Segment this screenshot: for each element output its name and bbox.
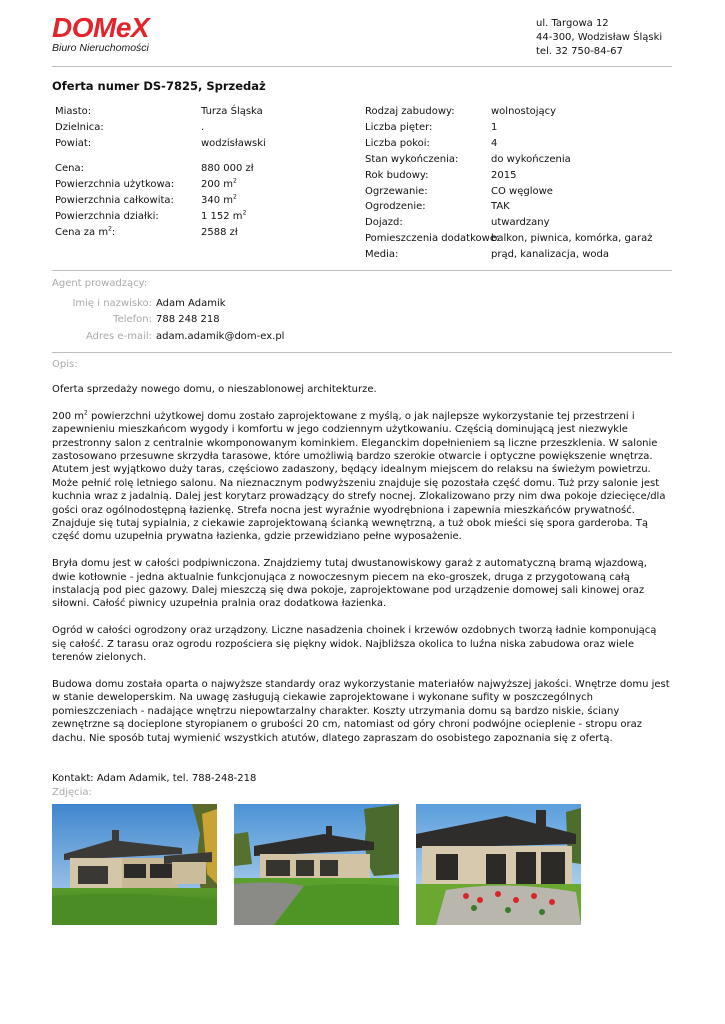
description-paragraph-2: Bryła domu jest w całości podpiwniczona. Znajdziemy tutaj dwustanowiskowy garaż z automatyczną bramą wjazdową, dwie kotłownie - jedna aktualnie funkcjonująca z nowoczesnym piecem na eko-groszek, druga z przygotowaną całą instalacją pod piec gazowy. Dalej mieszczą się dwa pokoje, zaprojektowane pod urządzenie domowej sali kinowej oraz siłowni. Całość piwnicy uzupełnia pralnia oraz dodatkowa łazienka.: [52, 558, 647, 610]
detail-label: Rok budowy:: [365, 169, 429, 181]
agent-email-label: Adres e-mail:: [85, 330, 152, 342]
detail-row: [55, 161, 254, 177]
detail-value: wodzisławski: [201, 137, 266, 149]
agent-phone-label: Telefon:: [113, 314, 152, 326]
description-paragraph-1: 200 $m^2$ powierzchni użytkowej domu zostało zaprojektowane z myślą, o jak najlepsze wykorzystanie tej przestrzeni i zapewnieniu mieszkańcom wygody i komfortu w jego codziennym użytkowaniu. Częścią dominującą jest niezwykle przestronny salon z centralnie wkomponowanym kominkiem. Eleganckim dopełnieniem są liczne przeszklenia. W salonie zastosowano przesuwne skrzydła tarasowe, które umożliwią bardzo szerokie otwarcie i optyczne powiększenie wnętrza. Atutem jest wyjątkowo duży taras, częściowo zadaszony, będący idealnym miejscem do relaksu na świeżym powietrzu. Może pełnić rolę letniego salonu. Na nieznacznym podwyższeniu znajduje się pozostała część domu. Tuż przy salonie jest kuchnia wraz z jadalnią. Dalej jest korytarz prowadzący do strefy nocnej. Zlokalizowano przy nim dwa pokoje dziecięce/dla gości oraz ogólnodostępną łazienkę. Strefa nocna jest wyraźnie wyodrębniona i zapewnia mieszkańców prywatność. Znajduje się tutaj sypialnia, z ciekawie zaprojektowaną ścianką wewnętrzną, a tuż obok mieści się spora garderoba. Tą część domu uzupełnia prywatna łazienka, gdzie przewidziano pełne wyposażenie.: [52, 409, 666, 543]
detail-label: Cena za $m^2$:: [55, 225, 116, 238]
detail-row: [365, 120, 653, 136]
detail-value: 2588 zł: [201, 226, 238, 238]
detail-label: Powierzchnia użytkowa:: [55, 178, 175, 190]
header-divider: [52, 66, 672, 67]
logo-wordmark: DOMeX: [52, 12, 150, 43]
detail-row: [365, 199, 653, 215]
detail-label: Dzielnica:: [55, 121, 104, 133]
detail-value: 200 $m^2$: [201, 177, 237, 190]
detail-value: utwardzany: [491, 217, 550, 229]
detail-row: [55, 225, 254, 241]
detail-row: [55, 193, 254, 209]
detail-label: Powiat:: [55, 137, 92, 149]
detail-label: Stan wykończenia:: [365, 153, 459, 165]
detail-row: [365, 104, 653, 120]
house-photo-3[interactable]: [416, 804, 581, 925]
details-building: [365, 104, 653, 263]
agent-section-label: Agent prowadzący:: [52, 278, 148, 289]
agent-email[interactable]: adam.adamik@dom-ex.pl: [156, 330, 285, 342]
detail-label: Media:: [365, 249, 399, 261]
detail-value: 340 $m^2$: [201, 193, 237, 206]
detail-row: [55, 104, 266, 120]
detail-value: TAK: [491, 201, 510, 213]
detail-label: Rodzaj zabudowy:: [365, 106, 455, 117]
detail-label: Miasto:: [55, 106, 92, 117]
description-paragraph-3: Ogród w całości ogrodzony oraz urządzony. Liczne nasadzenia choinek i krzewów ozdobnych tworzą ładnie komponującą się całość. Z tarasu oraz ogrodu rozpościera się piękny widok. Najbliższa okolica to luźna niska zabudowa oraz wiele terenów zielonych.: [52, 625, 657, 664]
detail-label: Powierzchnia działki:: [55, 210, 159, 222]
detail-row: [365, 136, 653, 152]
detail-label: Pomieszczenia dodatkowe:: [365, 233, 500, 245]
details-divider: [52, 270, 672, 271]
offer-title: Oferta numer DS-7825, Sprzedaż: [52, 79, 266, 93]
detail-value: 1 152 $m^2$: [201, 209, 247, 222]
description-intro: Oferta sprzedaży nowego domu, o nieszablonowej architekturze.: [52, 384, 377, 395]
detail-value: prąd, kanalizacja, woda: [491, 249, 609, 261]
address-street: ul. Targowa 12: [536, 18, 609, 29]
detail-label: Ogrzewanie:: [365, 185, 428, 197]
detail-value: balkon, piwnica, komórka, garaż: [491, 233, 653, 245]
detail-value: 4: [491, 137, 498, 149]
detail-value: Turza Śląska: [201, 106, 263, 117]
details-price-area: [55, 161, 254, 241]
house-photo-1[interactable]: [52, 804, 217, 925]
detail-value: do wykończenia: [491, 153, 571, 165]
detail-row: [365, 184, 653, 200]
agent-info: [52, 296, 284, 345]
details-location: [55, 104, 266, 152]
description-section-label: Opis:: [52, 359, 78, 370]
agent-name: Adam Adamik: [156, 298, 226, 309]
detail-row: [365, 247, 653, 263]
logo-subtitle: Biuro Nieruchomości: [52, 42, 149, 54]
agent-name-label: Imię i nazwisko:: [72, 298, 152, 309]
detail-row: [55, 136, 266, 152]
detail-label: Liczba pięter:: [365, 121, 433, 133]
detail-value: 1: [491, 121, 498, 133]
detail-row: [365, 168, 653, 184]
detail-row: [365, 231, 653, 247]
detail-label: Cena:: [55, 163, 84, 174]
detail-label: Dojazd:: [365, 217, 403, 229]
address-city: 44-300, Wodzisław Śląski: [536, 32, 663, 43]
detail-label: Liczba pokoi:: [365, 137, 430, 149]
company-phone: tel. 32 750-84-67: [536, 46, 623, 57]
detail-value: .: [201, 121, 205, 133]
detail-value: 2015: [491, 169, 517, 181]
contact-line: Kontakt: Adam Adamik, tel. 788-248-218: [52, 772, 257, 784]
company-address: [536, 17, 662, 59]
house-photo-2[interactable]: [234, 804, 399, 925]
detail-value: wolnostojący: [491, 106, 557, 117]
description-body: [52, 383, 672, 799]
detail-row: [365, 152, 653, 168]
company-logo: [52, 14, 149, 54]
detail-row: [55, 209, 254, 225]
detail-row: [55, 177, 254, 193]
description-paragraph-4: Budowa domu została oparta o najwyższe standardy oraz wykorzystanie materiałów najwyższej jakości. Wnętrze domu jest w stanie deweloperskim. Na uwagę zasługują ciekawie zaprojektowane i wykonane sufity w poszczególnych pomieszczeniach - nadające wnętrzu niepowtarzalny charakter. Koszty utrzymania domu są bardzo niskie, ściany zewnętrzne są docieplone styropianem o grubości 20 cm, natomiast od góry chroni podwójne ocieplenie - stropu oraz dachu. Nie sposób tutaj wymienić wszystkich atutów, dlatego zapraszam do osobistego zapoznania się z ofertą.: [52, 678, 670, 744]
detail-row: [365, 215, 653, 231]
detail-label: Powierzchnia całkowita:: [55, 194, 174, 206]
agent-phone[interactable]: 788 248 218: [156, 314, 220, 326]
detail-label: Ogrodzenie:: [365, 201, 426, 213]
agent-divider: [52, 352, 672, 353]
photos-section-label: Zdjęcia:: [52, 787, 92, 798]
detail-value: 880 000 zł: [201, 163, 254, 174]
detail-value: CO węglowe: [491, 185, 553, 197]
detail-row: [55, 120, 266, 136]
